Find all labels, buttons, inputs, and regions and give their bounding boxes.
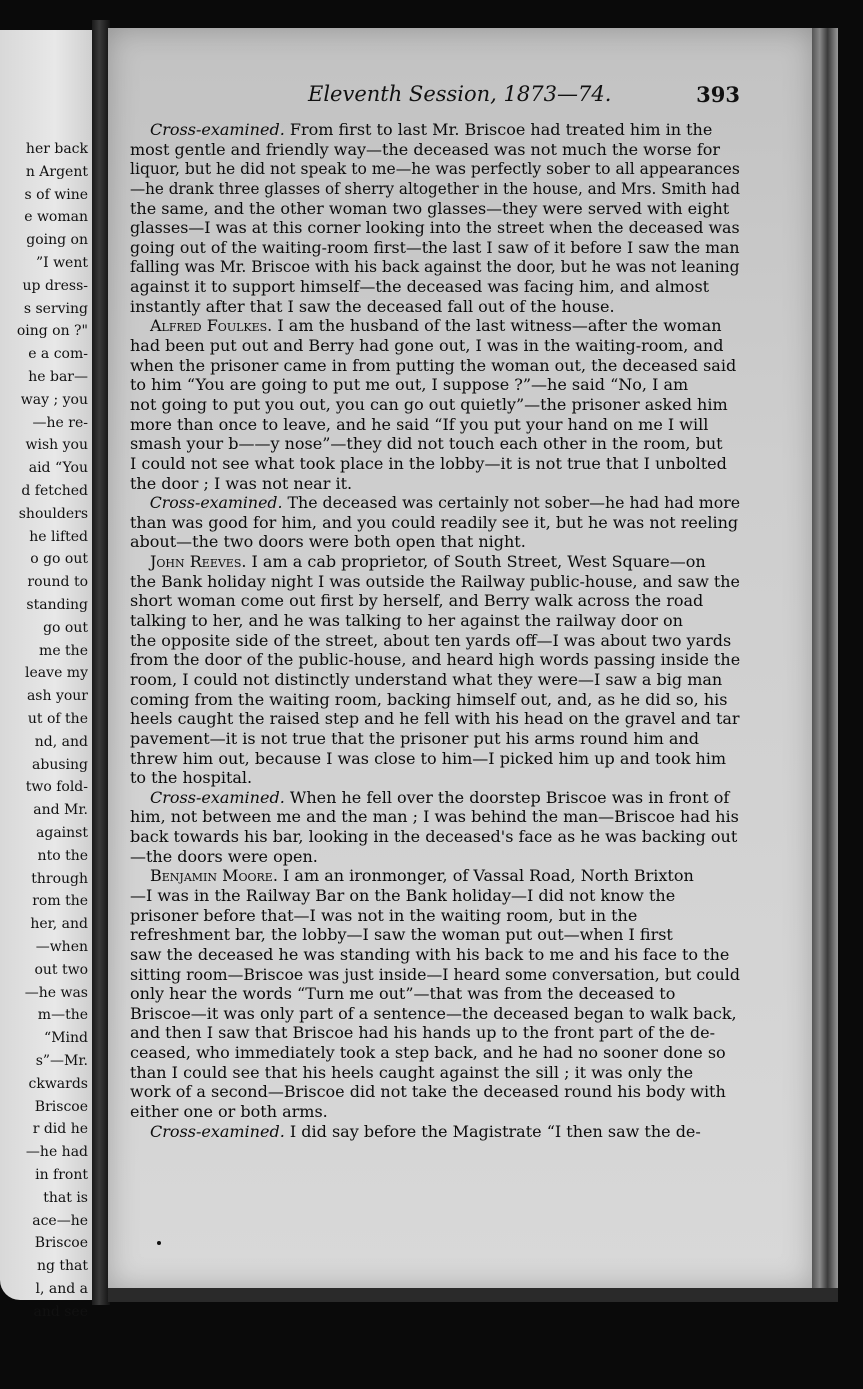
text-line	[130, 316, 740, 336]
line-text: from the door of the public-house, and heard high words passing inside the	[130, 650, 741, 670]
line-text: to the hospital.	[130, 768, 253, 788]
body-text	[130, 120, 740, 1141]
line-text: him, not between me and the man ; I was behind the man—Briscoe had his	[130, 807, 739, 827]
running-head: Eleventh Session, 1873—74.	[308, 82, 612, 106]
text-line	[130, 571, 740, 592]
line-text: the Bank holiday night I was outside the Railway public-house, and saw the	[130, 571, 740, 591]
line-text: I did say before the Magistrate “I then saw the de-	[284, 1121, 701, 1141]
left-page-fragment: shoulders	[18, 505, 88, 522]
text-line	[130, 984, 740, 1004]
witness-name: John Reeves.	[150, 552, 247, 572]
line-text: room, I could not distinctly understand what they were—I saw a big man	[130, 669, 723, 689]
line-text: I am a cab proprietor, of South Street, West Square—on	[246, 552, 706, 572]
text-line	[130, 237, 740, 258]
text-line	[130, 297, 740, 317]
line-text: heels caught the raised step and he fell with his head on the gravel and tar	[130, 709, 740, 729]
left-page-fragment: two fold-	[25, 779, 88, 796]
left-page-fragment: l, and a	[35, 1281, 88, 1297]
cross-examined-label: Cross-examined.	[150, 787, 285, 807]
text-line	[130, 847, 740, 867]
left-page-fragment: Briscoe	[34, 1098, 88, 1115]
text-line	[130, 1023, 740, 1043]
witness-name: Benjamin Moore.	[150, 866, 278, 886]
line-text: than was good for him, and you could readily see it, but he was not reeling	[130, 512, 739, 532]
text-line	[130, 591, 740, 611]
text-line	[130, 788, 740, 808]
left-page-fragment: he lifted	[29, 528, 88, 545]
line-text: not going to put you out, you can go out quietly”—the prisoner asked him	[130, 394, 728, 414]
left-page-fragment: n Argent	[25, 163, 88, 180]
cross-examined-label: Cross-examined.	[149, 493, 283, 513]
left-page-fragment: her, and	[30, 916, 88, 933]
left-page-fragment: s”—Mr.	[35, 1053, 88, 1069]
left-page-fragment: standing	[26, 597, 88, 613]
left-page-fragment: nd, and	[34, 733, 88, 750]
line-text: —I was in the Railway Bar on the Bank holiday—I did not know the	[130, 885, 676, 905]
left-page-fragment: e a com-	[28, 346, 88, 363]
text-line	[130, 454, 740, 474]
left-page-fragment: m—the	[37, 1007, 88, 1024]
text-line	[130, 768, 740, 788]
text-line	[130, 513, 740, 533]
left-page-fragment: up dress-	[22, 277, 88, 294]
left-page-fragment: out two	[34, 961, 88, 978]
text-line	[130, 277, 740, 297]
line-text: I am the husband of the last witness—after the woman	[272, 316, 722, 336]
line-text: Briscoe—it was only part of a sentence—the deceased began to walk back,	[130, 1003, 737, 1023]
left-page-fragment: oing on ?"	[16, 323, 88, 340]
line-text: sitting room—Briscoe was just inside—I heard some conversation, but could	[130, 964, 740, 984]
text-line	[130, 1082, 740, 1102]
left-page-fragment: nto the	[37, 847, 88, 864]
line-text: liquor, but he did not speak to me—he was perfectly sober to all appearances	[130, 159, 740, 179]
line-text: —the doors were open.	[130, 846, 318, 866]
ink-speck	[157, 1241, 161, 1245]
text-line	[130, 356, 740, 376]
page-header	[130, 82, 740, 110]
left-page-fragment: against	[36, 825, 88, 841]
left-page-fragment: round to	[27, 574, 88, 591]
left-page-fragment: —he re-	[32, 414, 88, 431]
text-line	[130, 925, 740, 945]
left-page-fragment: wish you	[25, 437, 88, 454]
left-page-fragment: e woman	[24, 209, 88, 226]
line-text: glasses—I was at this corner looking into the street when the deceased was	[130, 218, 740, 238]
line-text: the opposite side of the street, about ten yards off—I was about two yards	[130, 630, 732, 650]
text-line	[130, 964, 740, 985]
text-line	[130, 336, 740, 356]
text-line	[130, 415, 740, 435]
text-line	[130, 945, 740, 965]
text-line	[130, 1063, 740, 1083]
line-text: From first to last Mr. Briscoe had treated him in the	[284, 120, 713, 139]
left-page-fragment: —he was	[24, 984, 88, 1001]
line-text: only hear the words “Turn me out”—that was from the deceased to	[130, 984, 676, 1004]
text-line	[130, 159, 740, 179]
text-line	[130, 906, 740, 926]
line-text: —he drank three glasses of sherry altogether in the house, and Mrs. Smith had	[130, 178, 740, 198]
page-bottom-edge	[108, 1288, 838, 1302]
line-text: back towards his bar, looking in the deceased's face as he was backing out	[130, 827, 738, 847]
text-line	[130, 886, 740, 906]
left-page-fragment: in front	[35, 1167, 88, 1183]
witness-name: Alfred Foulkes.	[150, 316, 273, 336]
left-page-fragment: ckwards	[28, 1075, 88, 1092]
left-page-fragment: d fetched	[21, 483, 88, 499]
line-text: instantly after that I saw the deceased fall out of the house.	[130, 296, 615, 316]
line-text: falling was Mr. Briscoe with his back against the door, but he was not leaning	[130, 257, 740, 277]
line-text: the same, and the other woman two glasses—they were served with eight	[130, 198, 730, 218]
left-page-fragment: he bar—	[28, 369, 88, 385]
line-text: about—the two doors were both open that night.	[130, 532, 526, 552]
cross-examined-label: Cross-examined.	[150, 120, 285, 139]
left-page-fragment: abusing	[32, 756, 88, 773]
line-text: most gentle and friendly way—the deceased was not much the worse for	[130, 139, 721, 159]
line-text: threw him out, because I was close to him—I picked him up and took him	[130, 748, 727, 768]
left-page-fragment: aid “You	[28, 460, 88, 477]
line-text: work of a second—Briscoe did not take the deceased round his body with	[130, 1082, 726, 1102]
line-text: The deceased was certainly not sober—he had had more	[282, 493, 741, 513]
line-text: than I could see that his heels caught against the sill ; it was only the	[130, 1062, 694, 1082]
line-text: smash your b——y nose”—they did not touch each other in the room, but	[130, 434, 723, 454]
text-line	[130, 552, 740, 572]
text-line	[130, 218, 740, 238]
left-page-fragment: way ; you	[20, 391, 88, 408]
left-page-fragment: —he had	[25, 1144, 88, 1161]
left-page-fragment: and see	[33, 1303, 88, 1320]
line-text: had been put out and Berry had gone out, I was in the waiting-room, and	[130, 336, 724, 356]
left-page-fragment: ”I went	[35, 255, 88, 271]
text-line	[130, 631, 740, 651]
page-number: 393	[696, 82, 740, 107]
left-page-fragment: r did he	[32, 1121, 88, 1138]
text-line	[130, 199, 740, 219]
left-page-fragment: ng that	[36, 1258, 88, 1275]
text-line	[130, 611, 740, 631]
page-edge	[812, 28, 838, 1290]
text-line	[130, 1004, 740, 1024]
left-page-fragment: go out	[43, 619, 88, 636]
line-text: prisoner before that—I was not in the waiting room, but in the	[130, 905, 638, 925]
line-text: I could not see what took place in the lobby—it is not true that I unbolted	[130, 453, 727, 473]
text-line	[130, 395, 740, 415]
line-text: saw the deceased he was standing with his back to me and his face to the	[130, 944, 730, 964]
text-line	[130, 670, 740, 690]
left-page-fragment: —when	[35, 939, 88, 955]
text-line	[130, 493, 741, 513]
left-page-fragment: s of wine	[24, 186, 88, 203]
text-line	[130, 866, 740, 886]
line-text: I am an ironmonger, of Vassal Road, North Brixton	[277, 866, 694, 886]
text-line	[130, 532, 740, 552]
line-text: pavement—it is not true that the prisoner put his arms round him and	[130, 728, 699, 748]
text-line	[130, 375, 740, 395]
text-line	[130, 690, 740, 710]
left-page-fragment: o go out	[30, 551, 88, 568]
left-page-fragment: and Mr.	[33, 802, 88, 819]
line-text: against it to support himself—the deceased was facing him, and almost	[130, 277, 710, 297]
text-line	[130, 1122, 740, 1142]
left-page-fragment: going on	[26, 232, 88, 249]
text-line	[130, 474, 740, 494]
left-page-fragment: her back	[25, 141, 88, 157]
left-page-fragment: s serving	[23, 300, 88, 317]
line-text: refreshment bar, the lobby—I saw the woman put out—when I first	[130, 925, 673, 945]
line-text: short woman come out first by herself, and Berry walk across the road	[130, 591, 704, 611]
line-text: and then I saw that Briscoe had his hands up to the front part of the de-	[130, 1023, 716, 1043]
line-text: either one or both arms.	[130, 1102, 328, 1122]
line-text: ceased, who immediately took a step back, and he had no sooner done so	[130, 1043, 726, 1063]
text-line	[130, 749, 740, 769]
text-line	[130, 434, 740, 454]
left-page-fragment: that is	[43, 1189, 88, 1206]
line-text: the door ; I was not near it.	[130, 473, 353, 493]
left-page-fragment: ash your	[26, 688, 88, 705]
text-line	[130, 140, 740, 160]
line-text: coming from the waiting room, backing himself out, and, as he did so, his	[130, 689, 728, 709]
left-page-fragment: me the	[39, 642, 88, 659]
line-text: when the prisoner came in from putting the woman out, the deceased said	[130, 355, 737, 375]
text-line	[130, 807, 740, 827]
text-line	[130, 178, 740, 199]
text-line	[130, 650, 741, 670]
left-page-fragment: ace—he	[32, 1212, 88, 1229]
text-line	[130, 257, 740, 277]
line-text: talking to her, and he was talking to her against the railway door on	[130, 611, 683, 631]
left-page-fragment: rom the	[32, 893, 88, 910]
text-line	[130, 1102, 740, 1122]
text-line	[130, 729, 740, 749]
line-text: When he fell over the doorstep Briscoe was in front of	[284, 787, 730, 807]
text-line	[130, 709, 739, 729]
left-page	[0, 30, 92, 1320]
left-page-fragment: leave my	[25, 665, 88, 682]
left-page-fragment: through	[31, 870, 88, 887]
left-page-fragment: Briscoe	[34, 1235, 88, 1252]
text-line	[130, 1043, 740, 1063]
text-line	[130, 827, 740, 847]
line-text: going out of the waiting-room first—the last I saw of it before I saw the man	[130, 237, 740, 257]
left-page-fragment: ut of the	[27, 711, 88, 727]
left-page-fragment: “Mind	[44, 1030, 88, 1047]
cross-examined-label: Cross-examined.	[150, 1121, 285, 1141]
line-text: more than once to leave, and he said “If you put your hand on me I will	[130, 414, 709, 434]
line-text: to him “You are going to put me out, I suppose ?”—he said “No, I am	[130, 375, 689, 395]
text-line	[130, 120, 740, 140]
